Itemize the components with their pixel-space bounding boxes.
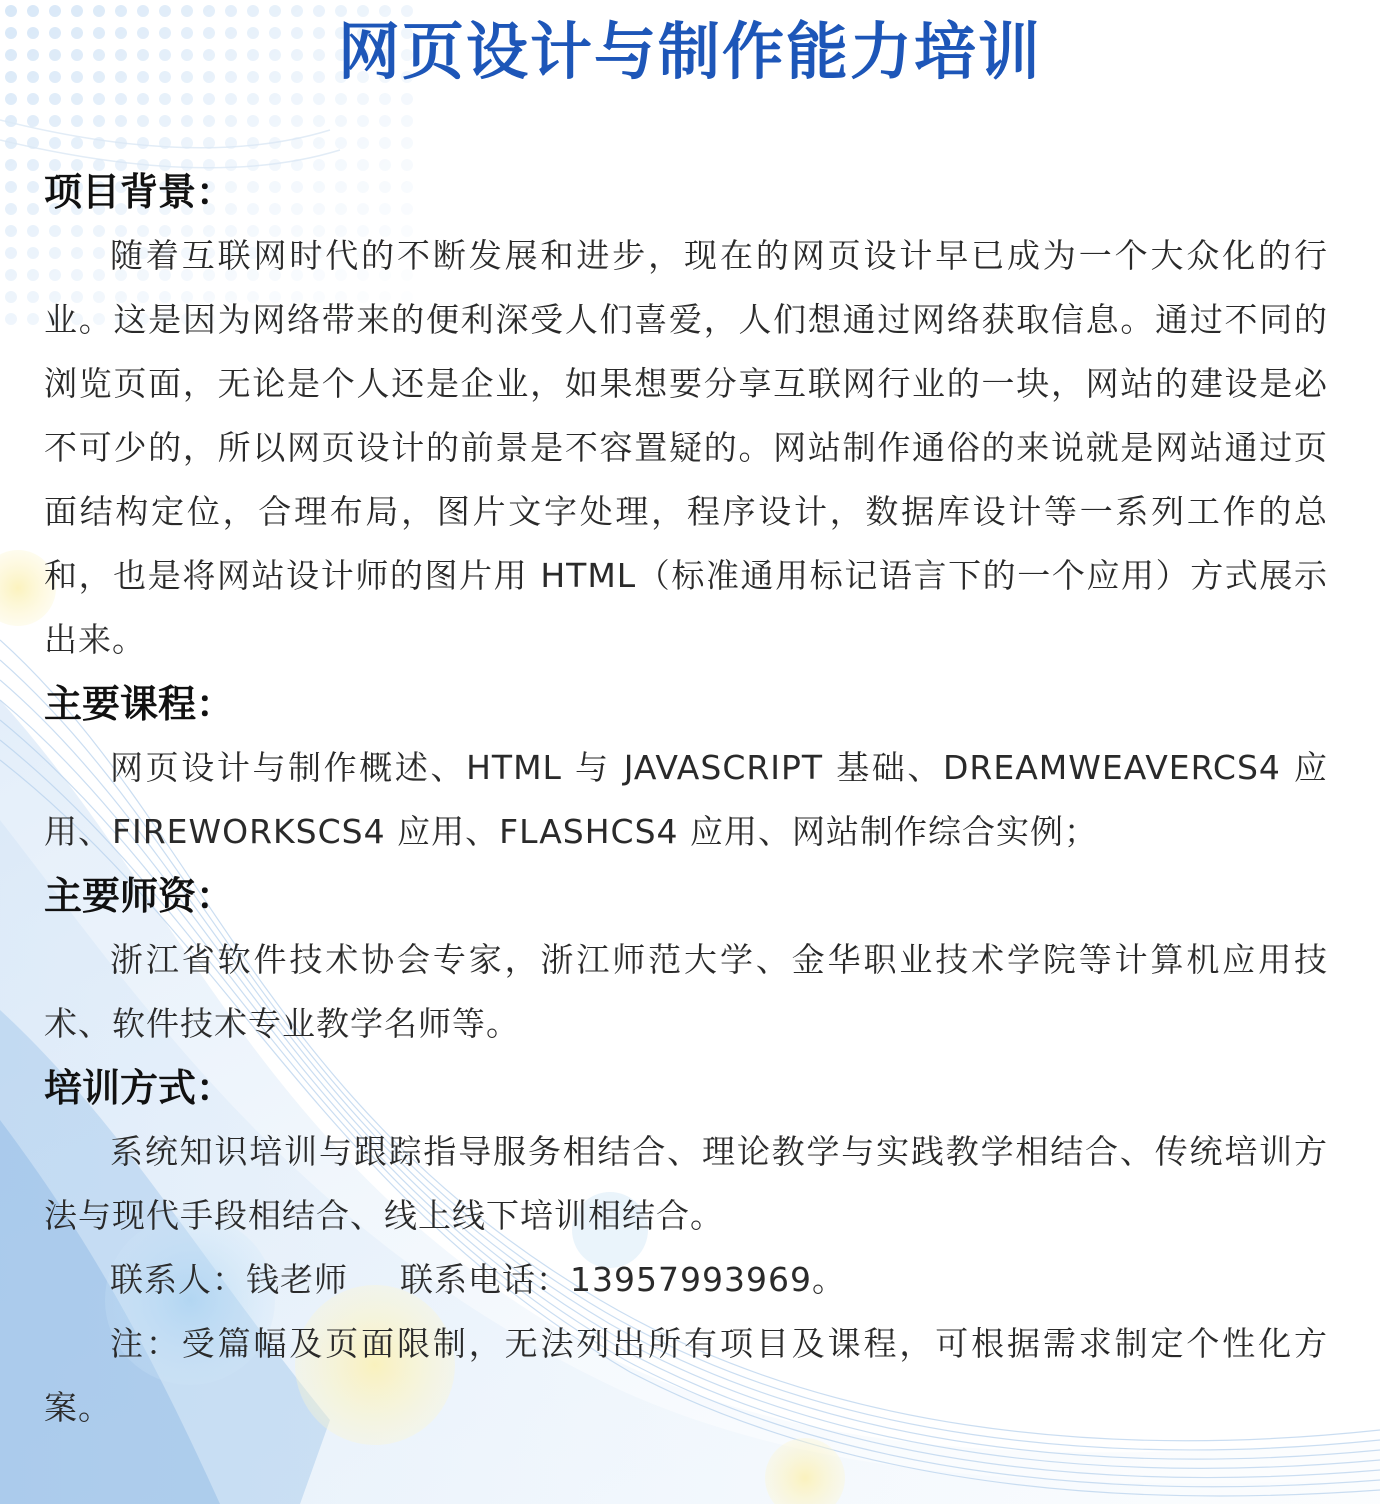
section-heading: 培训方式：	[44, 1066, 235, 1110]
section-paragraph: 浙江省软件技术协会专家，浙江师范大学、金华职业技术学院等计算机应用技术、软件技术专业教学名师等。	[44, 940, 1328, 1043]
section-courses	[44, 672, 1328, 864]
section-heading: 主要课程：	[44, 682, 235, 726]
section-paragraph: 系统知识培训与跟踪指导服务相结合、理论教学与实践教学相结合、传统培训方法与现代手段相结合、线上线下培训相结合。	[44, 1132, 1328, 1235]
section-faculty	[44, 864, 1328, 1056]
section-paragraph: 网页设计与制作概述、HTML 与 JAVASCRIPT 基础、DREAMWEAVERCS4 应用、FIREWORKSCS4 应用、FLASHCS4 应用、网站制作综合实例；	[44, 748, 1328, 851]
section-background	[44, 160, 1328, 672]
content-body	[44, 160, 1328, 1440]
section-heading: 项目背景：	[44, 170, 235, 214]
contact-person: 联系人：钱老师	[110, 1260, 348, 1299]
contact-phone: 联系电话：13957993969。	[400, 1260, 846, 1299]
contact-info	[44, 1248, 1328, 1312]
note-paragraph: 注：受篇幅及页面限制，无法列出所有项目及课程，可根据需求制定个性化方案。	[44, 1324, 1328, 1427]
page-title: 网页设计与制作能力培训	[337, 15, 1042, 88]
section-paragraph: 随着互联网时代的不断发展和进步，现在的网页设计早已成为一个大众化的行业。这是因为网络带来的便利深受人们喜爱，人们想通过网络获取信息。通过不同的浏览页面，无论是个人还是企业，如果想要分享互联网行业的一块，网站的建设是必不可少的，所以网页设计的前景是不容置疑的。网站制作通俗的来说就是网站通过页面结构定位，合理布局，图片文字处理，程序设计，数据库设计等一系列工作的总和，也是将网站设计师的图片用 HTML（标准通用标记语言下的一个应用）方式展示出来。	[44, 236, 1328, 659]
section-training-method	[44, 1056, 1328, 1248]
section-heading: 主要师资：	[44, 874, 235, 918]
